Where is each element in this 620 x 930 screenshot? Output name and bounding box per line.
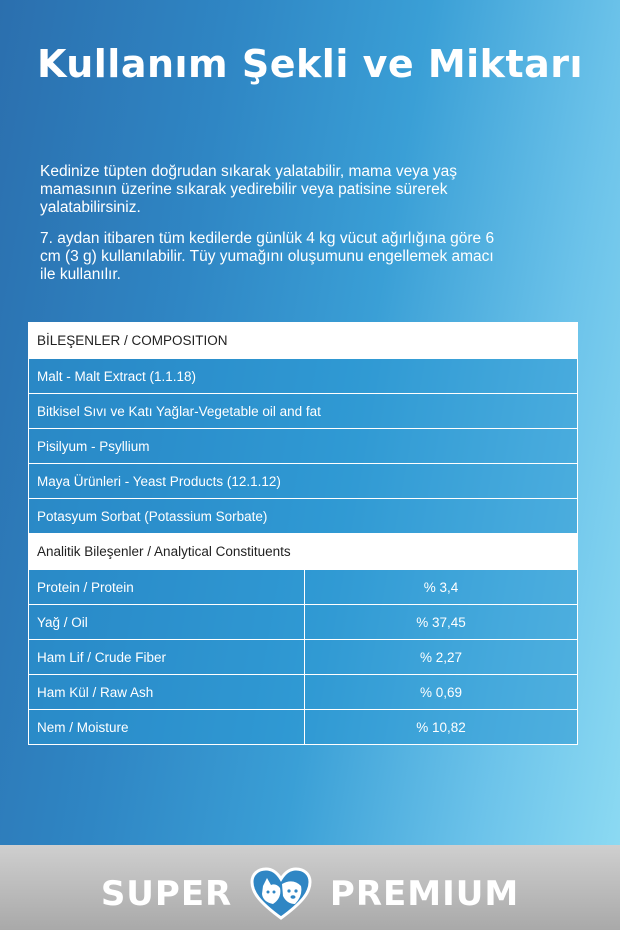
heart-cat-dog-icon [249,866,313,922]
analytical-row [29,605,578,640]
composition-row [29,359,578,394]
analytical-name: Yağ / Oil [29,605,305,640]
analytical-name: Protein / Protein [29,570,305,605]
analytical-name: Ham Kül / Raw Ash [29,675,305,710]
super-premium-logo [0,866,620,922]
analytical-value: % 37,45 [305,605,578,640]
brand-right-text: PREMIUM [329,874,520,914]
brand-left-text: SUPER [100,874,233,914]
analytical-name: Nem / Moisture [29,710,305,745]
analytical-value: % 0,69 [305,675,578,710]
dosage-description: 7. aydan itibaren tüm kedilerde günlük 4 kg vücut ağırlığına göre 6 cm (3 g) kullanılabilir. Tüy yumağını oluşumunu engellemek amacı ile kullanılır. [40,230,495,283]
composition-row [29,499,578,534]
composition-item: Potasyum Sorbat (Potassium Sorbate) [29,499,578,534]
composition-table [28,322,578,745]
composition-item: Maya Ürünleri - Yeast Products (12.1.12) [29,464,578,499]
usage-description: Kedinize tüpten doğrudan sıkarak yalatabilir, mama veya yaş mamasının üzerine sıkarak yedirebilir veya patisine sürerek yalatabilirsiniz. [40,163,458,216]
composition-item: Bitkisel Sıvı ve Katı Yağlar-Vegetable oil and fat [29,394,578,429]
composition-item: Malt - Malt Extract (1.1.18) [29,359,578,394]
analytical-row [29,570,578,605]
analytical-header: Analitik Bileşenler / Analytical Constituents [29,534,578,570]
composition-row [29,394,578,429]
analytical-value: % 10,82 [305,710,578,745]
analytical-header-row [29,534,578,570]
analytical-row [29,710,578,745]
analytical-value: % 3,4 [305,570,578,605]
composition-header-row [29,323,578,359]
page-title: Kullanım Şekli ve Miktarı [36,42,584,86]
composition-item: Pisilyum - Psyllium [29,429,578,464]
composition-header: BİLEŞENLER / COMPOSITION [29,323,578,359]
analytical-row [29,640,578,675]
composition-row [29,464,578,499]
analytical-name: Ham Lif / Crude Fiber [29,640,305,675]
composition-row [29,429,578,464]
analytical-row [29,675,578,710]
analytical-value: % 2,27 [305,640,578,675]
